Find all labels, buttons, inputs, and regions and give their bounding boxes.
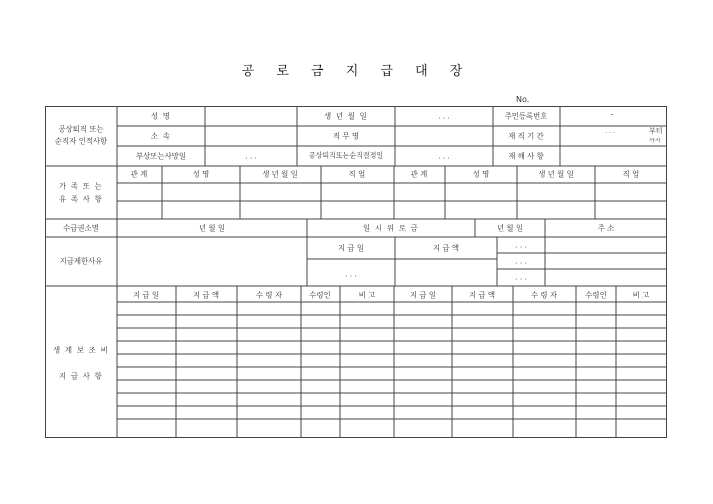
document-number-label: No. bbox=[516, 95, 530, 104]
decision-date-dots: . . . bbox=[438, 151, 450, 161]
lump-sum-label: 일 시 위 로 금 bbox=[363, 223, 419, 233]
restriction-pay-date-dots: . . . bbox=[345, 269, 357, 279]
restriction-dots-2: . . . bbox=[515, 256, 527, 266]
living-section-label-1: 생 계 보 조 비 bbox=[53, 345, 109, 355]
restriction-dots-3: . . . bbox=[515, 272, 527, 282]
living-section-label-2: 지 급 사 항 bbox=[58, 371, 104, 381]
ledger-form bbox=[45, 106, 667, 438]
injury-date-header: 부상또는사망일 bbox=[136, 151, 186, 161]
restriction-pay-amount-label: 지 급 액 bbox=[432, 243, 460, 253]
living-header-date: 지 급 일 bbox=[132, 290, 160, 300]
living-header-amount-2: 지 급 액 bbox=[468, 290, 496, 300]
family-header-birth: 생 년 월 일 bbox=[262, 169, 298, 179]
resident-no-header: 주민등록번호 bbox=[504, 111, 548, 121]
family-header-job-2: 직 업 bbox=[622, 169, 640, 179]
restriction-pay-date-label: 지 급 일 bbox=[337, 243, 365, 253]
living-header-recipient-2: 수 령 자 bbox=[530, 290, 558, 300]
family-header-birth-2: 생 년 월 일 bbox=[538, 169, 574, 179]
living-header-recipient: 수 령 자 bbox=[255, 290, 283, 300]
recipient-date-label: 년 월 일 bbox=[198, 223, 226, 233]
service-period-header: 재 직 기 간 bbox=[508, 131, 544, 141]
restriction-label: 지급제한사유 bbox=[59, 256, 103, 266]
department-header: 소 속 bbox=[150, 131, 172, 141]
family-section-label-2: 유 족 사 항 bbox=[58, 194, 104, 204]
restriction-dots-1: . . . bbox=[515, 240, 527, 250]
living-header-receiver-seal-2: 수령인 bbox=[585, 290, 607, 300]
duty-header: 직 무 명 bbox=[332, 131, 360, 141]
resident-no-dash: - bbox=[610, 109, 614, 119]
living-header-receiver-seal: 수령인 bbox=[309, 290, 331, 300]
living-header-remarks: 비 고 bbox=[358, 290, 376, 300]
person-section-label-1: 공상퇴직 또는 bbox=[58, 124, 104, 134]
family-header-name-2: 성 명 bbox=[472, 169, 490, 179]
period-from: 부터 bbox=[649, 127, 663, 135]
document-title: 공 로 금 지 급 대 장 bbox=[241, 64, 472, 79]
retire-decision-date-header: 공상퇴직또는순직결정일 bbox=[308, 151, 384, 160]
injury-date-dots: . . . bbox=[245, 151, 257, 161]
family-header-relation-2: 관 계 bbox=[410, 169, 428, 179]
family-section-label-1: 가 족 또 는 bbox=[58, 181, 104, 191]
lump-sum-date-label: 년 월 일 bbox=[496, 223, 524, 233]
birth-date-header: 생 년 월 일 bbox=[323, 111, 369, 121]
living-header-date-2: 지 급 일 bbox=[409, 290, 437, 300]
address-label: 주 소 bbox=[597, 223, 615, 233]
living-header-remarks-2: 비 고 bbox=[632, 290, 650, 300]
family-header-relation: 관 계 bbox=[130, 169, 148, 179]
period-to: 까지 bbox=[649, 138, 661, 144]
disaster-reason-header: 재 해 사 항 bbox=[508, 151, 544, 161]
name-header: 성 명 bbox=[150, 111, 172, 121]
period-dots: . . . bbox=[605, 128, 615, 135]
family-header-name: 성 명 bbox=[192, 169, 210, 179]
person-section-label-2: 순직자 인적사항 bbox=[54, 136, 108, 146]
living-header-amount: 지 급 액 bbox=[192, 290, 220, 300]
recipient-extinct-label: 수급권소멸 bbox=[63, 223, 99, 233]
family-header-job: 직 업 bbox=[348, 169, 366, 179]
birth-date-dots: . . . bbox=[438, 111, 450, 121]
